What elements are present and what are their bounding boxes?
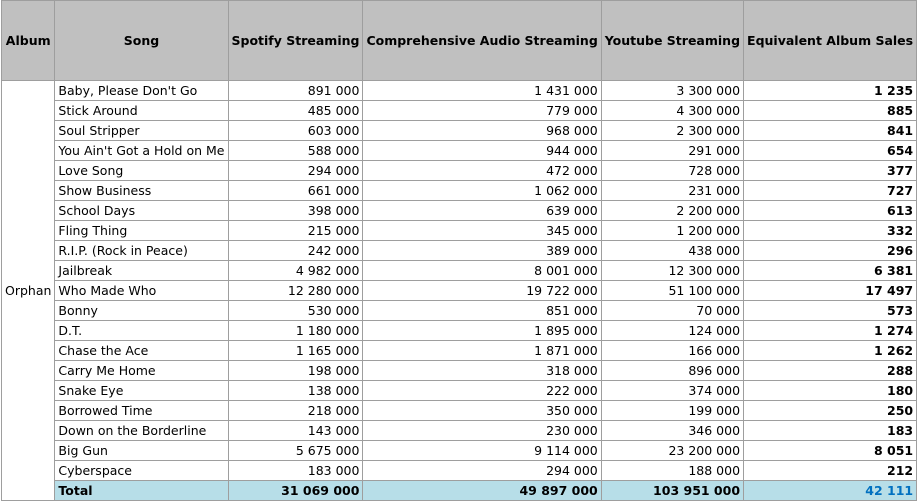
- spotify-cell: 143 000: [228, 421, 363, 441]
- equivalent-album-sales-cell: 841: [744, 121, 917, 141]
- song-cell: Bonny: [55, 301, 228, 321]
- equivalent-album-sales-cell: 8 051: [744, 441, 917, 461]
- audio-streaming-cell: 1 895 000: [363, 321, 601, 341]
- song-cell: Down on the Borderline: [55, 421, 228, 441]
- spotify-cell: 485 000: [228, 101, 363, 121]
- spotify-cell: 218 000: [228, 401, 363, 421]
- equivalent-album-sales-cell: 1 235: [744, 81, 917, 101]
- equivalent-album-sales-cell: 212: [744, 461, 917, 481]
- header-eas: Equivalent Album Sales: [744, 1, 917, 81]
- song-cell: Fling Thing: [55, 221, 228, 241]
- song-cell: Borrowed Time: [55, 401, 228, 421]
- equivalent-album-sales-cell: 654: [744, 141, 917, 161]
- song-cell: School Days: [55, 201, 228, 221]
- total-spotify: 31 069 000: [228, 481, 363, 501]
- equivalent-album-sales-cell: 296: [744, 241, 917, 261]
- audio-streaming-cell: 230 000: [363, 421, 601, 441]
- total-audio-streaming: 49 897 000: [363, 481, 601, 501]
- table-row: [2, 281, 917, 301]
- audio-streaming-cell: 345 000: [363, 221, 601, 241]
- song-cell: Soul Stripper: [55, 121, 228, 141]
- spotify-cell: 294 000: [228, 161, 363, 181]
- youtube-cell: 188 000: [601, 461, 743, 481]
- audio-streaming-cell: 350 000: [363, 401, 601, 421]
- song-cell: Cyberspace: [55, 461, 228, 481]
- audio-streaming-cell: 294 000: [363, 461, 601, 481]
- equivalent-album-sales-cell: 573: [744, 301, 917, 321]
- table-row: [2, 241, 917, 261]
- table-body: [2, 81, 917, 501]
- audio-streaming-cell: 8 001 000: [363, 261, 601, 281]
- song-cell: D.T.: [55, 321, 228, 341]
- header-album: Album: [2, 1, 55, 81]
- youtube-cell: 728 000: [601, 161, 743, 181]
- youtube-cell: 438 000: [601, 241, 743, 261]
- youtube-cell: 166 000: [601, 341, 743, 361]
- total-equivalent-album-sales: 42 111: [744, 481, 917, 501]
- spotify-cell: 661 000: [228, 181, 363, 201]
- youtube-cell: 2 300 000: [601, 121, 743, 141]
- table-row: [2, 381, 917, 401]
- spotify-cell: 138 000: [228, 381, 363, 401]
- album-cell: Orphan: [2, 81, 55, 501]
- audio-streaming-cell: 9 114 000: [363, 441, 601, 461]
- audio-streaming-cell: 19 722 000: [363, 281, 601, 301]
- youtube-cell: 51 100 000: [601, 281, 743, 301]
- header-audio: Comprehensive Audio Streaming: [363, 1, 601, 81]
- youtube-cell: 291 000: [601, 141, 743, 161]
- spotify-cell: 12 280 000: [228, 281, 363, 301]
- audio-streaming-cell: 472 000: [363, 161, 601, 181]
- table-row: [2, 401, 917, 421]
- table-row: [2, 181, 917, 201]
- equivalent-album-sales-cell: 885: [744, 101, 917, 121]
- spotify-cell: 603 000: [228, 121, 363, 141]
- song-cell: Snake Eye: [55, 381, 228, 401]
- table-row: [2, 461, 917, 481]
- table-row: [2, 441, 917, 461]
- spotify-cell: 1 180 000: [228, 321, 363, 341]
- song-cell: Who Made Who: [55, 281, 228, 301]
- header-spotify: Spotify Streaming: [228, 1, 363, 81]
- streaming-table: [1, 0, 917, 501]
- table-row: [2, 261, 917, 281]
- song-cell: Love Song: [55, 161, 228, 181]
- spotify-cell: 5 675 000: [228, 441, 363, 461]
- youtube-cell: 124 000: [601, 321, 743, 341]
- header-row: [2, 1, 917, 81]
- youtube-cell: 23 200 000: [601, 441, 743, 461]
- youtube-cell: 4 300 000: [601, 101, 743, 121]
- spotify-cell: 198 000: [228, 361, 363, 381]
- table-row: [2, 81, 917, 101]
- song-cell: Chase the Ace: [55, 341, 228, 361]
- youtube-cell: 896 000: [601, 361, 743, 381]
- equivalent-album-sales-cell: 332: [744, 221, 917, 241]
- song-cell: You Ain't Got a Hold on Me: [55, 141, 228, 161]
- table-row: [2, 161, 917, 181]
- table-row: [2, 301, 917, 321]
- youtube-cell: 3 300 000: [601, 81, 743, 101]
- table-row: [2, 201, 917, 221]
- audio-streaming-cell: 1 871 000: [363, 341, 601, 361]
- total-row: [2, 481, 917, 501]
- youtube-cell: 231 000: [601, 181, 743, 201]
- equivalent-album-sales-cell: 377: [744, 161, 917, 181]
- equivalent-album-sales-cell: 17 497: [744, 281, 917, 301]
- spotify-cell: 215 000: [228, 221, 363, 241]
- spotify-cell: 588 000: [228, 141, 363, 161]
- total-youtube: 103 951 000: [601, 481, 743, 501]
- table-row: [2, 101, 917, 121]
- youtube-cell: 70 000: [601, 301, 743, 321]
- youtube-cell: 1 200 000: [601, 221, 743, 241]
- equivalent-album-sales-cell: 1 274: [744, 321, 917, 341]
- equivalent-album-sales-cell: 180: [744, 381, 917, 401]
- equivalent-album-sales-cell: 613: [744, 201, 917, 221]
- header-youtube: Youtube Streaming: [601, 1, 743, 81]
- spotify-cell: 398 000: [228, 201, 363, 221]
- equivalent-album-sales-cell: 727: [744, 181, 917, 201]
- song-cell: Big Gun: [55, 441, 228, 461]
- spotify-cell: 4 982 000: [228, 261, 363, 281]
- youtube-cell: 346 000: [601, 421, 743, 441]
- table-row: [2, 221, 917, 241]
- song-cell: Stick Around: [55, 101, 228, 121]
- table-row: [2, 321, 917, 341]
- table-row: [2, 361, 917, 381]
- total-label: Total: [55, 481, 228, 501]
- equivalent-album-sales-cell: 1 262: [744, 341, 917, 361]
- header-song: Song: [55, 1, 228, 81]
- audio-streaming-cell: 779 000: [363, 101, 601, 121]
- table-row: [2, 341, 917, 361]
- song-cell: R.I.P. (Rock in Peace): [55, 241, 228, 261]
- equivalent-album-sales-cell: 288: [744, 361, 917, 381]
- song-cell: Baby, Please Don't Go: [55, 81, 228, 101]
- audio-streaming-cell: 639 000: [363, 201, 601, 221]
- youtube-cell: 374 000: [601, 381, 743, 401]
- spotify-cell: 183 000: [228, 461, 363, 481]
- song-cell: Carry Me Home: [55, 361, 228, 381]
- audio-streaming-cell: 851 000: [363, 301, 601, 321]
- song-cell: Jailbreak: [55, 261, 228, 281]
- audio-streaming-cell: 318 000: [363, 361, 601, 381]
- youtube-cell: 12 300 000: [601, 261, 743, 281]
- audio-streaming-cell: 222 000: [363, 381, 601, 401]
- table-row: [2, 121, 917, 141]
- equivalent-album-sales-cell: 250: [744, 401, 917, 421]
- spotify-cell: 530 000: [228, 301, 363, 321]
- youtube-cell: 199 000: [601, 401, 743, 421]
- spotify-cell: 1 165 000: [228, 341, 363, 361]
- audio-streaming-cell: 968 000: [363, 121, 601, 141]
- song-cell: Show Business: [55, 181, 228, 201]
- youtube-cell: 2 200 000: [601, 201, 743, 221]
- table-row: [2, 421, 917, 441]
- table-row: [2, 141, 917, 161]
- audio-streaming-cell: 1 062 000: [363, 181, 601, 201]
- spotify-cell: 891 000: [228, 81, 363, 101]
- audio-streaming-cell: 389 000: [363, 241, 601, 261]
- equivalent-album-sales-cell: 6 381: [744, 261, 917, 281]
- audio-streaming-cell: 944 000: [363, 141, 601, 161]
- equivalent-album-sales-cell: 183: [744, 421, 917, 441]
- audio-streaming-cell: 1 431 000: [363, 81, 601, 101]
- spotify-cell: 242 000: [228, 241, 363, 261]
